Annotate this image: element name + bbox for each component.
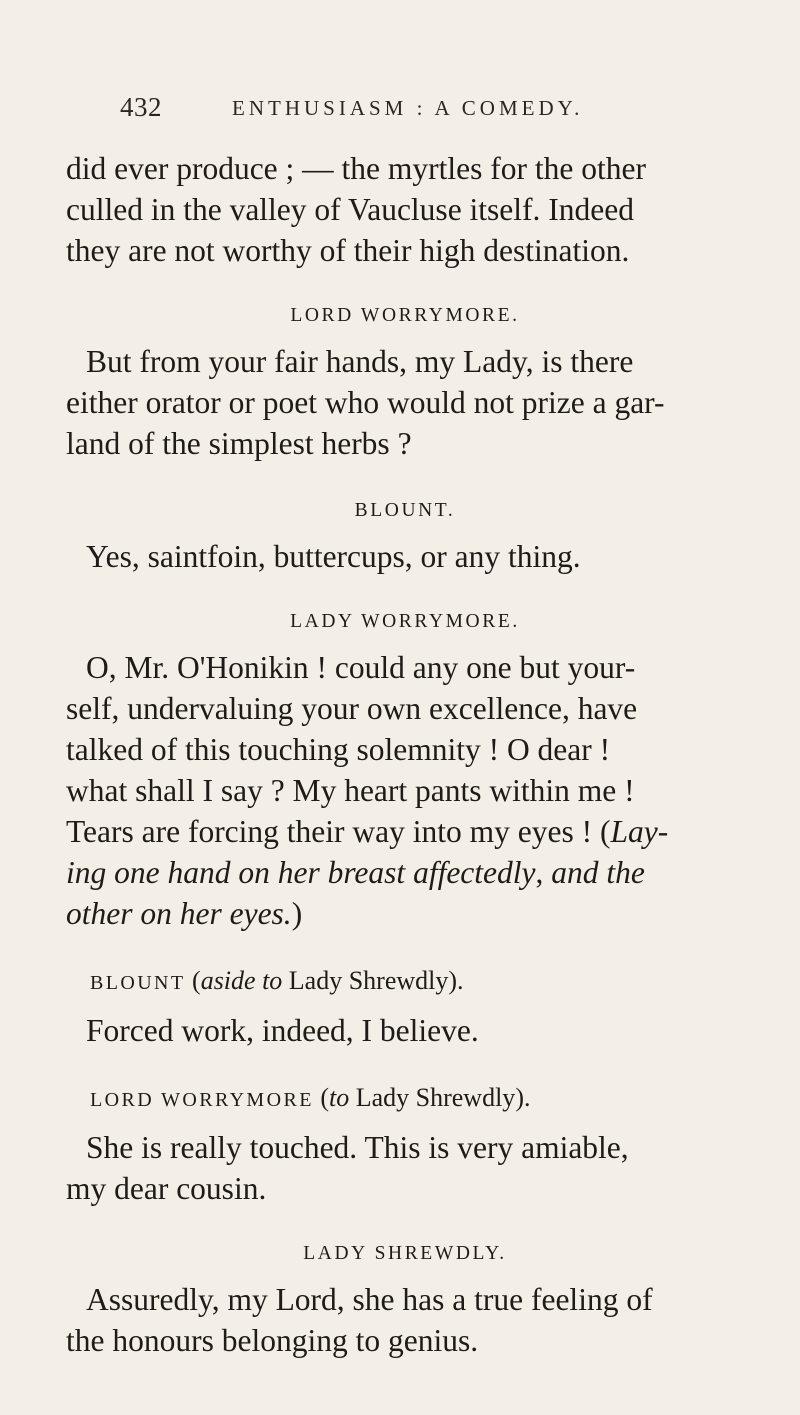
stage-direction-italic: and the [551, 855, 645, 890]
speech-paragraph [66, 341, 744, 464]
speaker-direction-line [90, 964, 744, 1000]
direction-paren: ). [515, 1083, 531, 1112]
speech-paragraph [66, 647, 744, 934]
text-line [66, 852, 744, 893]
text-line: But from your fair hands, my Lady, is there [86, 344, 634, 379]
text-line: land of the simplest herbs ? [66, 426, 412, 461]
direction-paren: ( [320, 1083, 329, 1112]
speaker-name: LORD WORRYMORE [90, 1089, 314, 1111]
text-line: my dear cousin. [66, 1171, 267, 1206]
text-line: O, Mr. O'Honikin ! could any one but your- [86, 650, 636, 685]
speaker-heading: BLOUNT. [354, 500, 456, 521]
speaker-heading: LADY SHREWDLY. [303, 1243, 507, 1264]
text-line: did ever produce ; — the myrtles for the other [66, 151, 646, 186]
stage-direction-italic: ing one hand on her breast [66, 855, 414, 890]
text-line: self, undervaluing your own excellence, have [66, 691, 638, 726]
text-line: they are not worthy of their high destination. [66, 233, 630, 268]
speaker-heading: LADY WORRYMORE. [290, 611, 520, 632]
addressee-name: Lady Shrewdly [349, 1083, 516, 1112]
text-roman: , [535, 855, 552, 890]
speech-paragraph [66, 536, 744, 577]
text-line: what shall I say ? My heart pants within me ! [66, 773, 635, 808]
text-line: the honours belonging to genius. [66, 1323, 479, 1358]
text-line [66, 893, 744, 934]
addressee-name: Lady Shrewdly [282, 966, 449, 995]
stage-direction-italic: Lay- [610, 814, 669, 849]
text-line: Yes, saintfoin, buttercups, or any thing. [86, 539, 581, 574]
text-line: culled in the valley of Vaucluse itself. Indeed [66, 192, 634, 227]
direction-paren: ( [192, 966, 201, 995]
text-line: Assuredly, my Lord, she has a true feeling of [86, 1282, 653, 1317]
speech-paragraph [66, 1279, 744, 1361]
speech-paragraph [66, 1127, 744, 1209]
text-line: She is really touched. This is very amiable, [86, 1130, 629, 1165]
stage-direction-italic: other on her eyes. [66, 896, 292, 931]
stage-direction-italic: to [328, 1083, 350, 1112]
text-line: Forced work, indeed, I believe. [86, 1013, 479, 1048]
page-number: 432 [120, 92, 162, 122]
text-line [66, 811, 744, 852]
opening-paragraph [66, 148, 744, 271]
speech-paragraph [66, 1010, 744, 1051]
text-roman: Tears are forcing their way into my eyes ! ( [66, 814, 611, 849]
direction-paren: ). [448, 966, 464, 995]
running-title: ENTHUSIASM : A COMEDY. [232, 96, 584, 120]
text-line: either orator or poet who would not prize a gar- [66, 385, 665, 420]
speaker-name: BLOUNT [90, 972, 186, 994]
stage-direction-italic: aside to [200, 966, 283, 995]
page-header [0, 92, 800, 132]
speaker-direction-line [90, 1081, 744, 1117]
speaker-heading: LORD WORRYMORE. [290, 305, 520, 326]
text-roman: ) [291, 896, 303, 931]
stage-direction-italic: affectedly [413, 855, 536, 890]
text-line: talked of this touching solemnity ! O dear ! [66, 732, 611, 767]
page-body [66, 148, 744, 1361]
